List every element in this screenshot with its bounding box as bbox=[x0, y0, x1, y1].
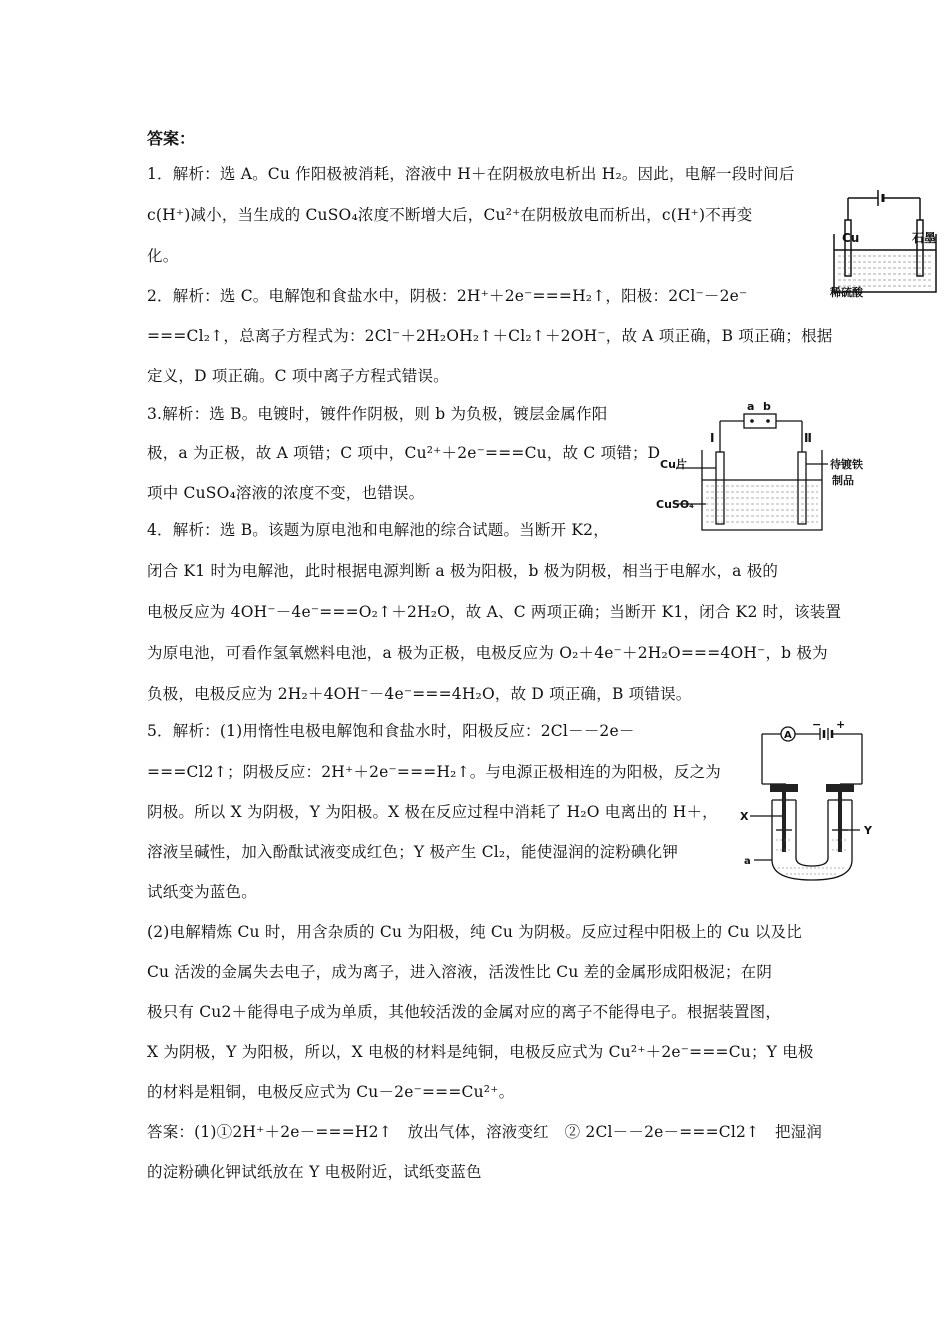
text-line: 的材料是粗铜，电极反应式为 Cu－2e⁻===Cu²⁺。 bbox=[147, 1083, 515, 1101]
text-line: 的淀粉碘化钾试纸放在 Y 电极附近，试纸变蓝色 bbox=[147, 1163, 482, 1181]
text-line: 电极反应为 4OH⁻－4e⁻===O₂↑＋2H₂O，故 A、C 两项正确；当断开 K1，闭合 K2 时，该装置 bbox=[147, 603, 842, 621]
terminal-a-label: a bbox=[747, 400, 755, 413]
electrolysis-diagram-1 bbox=[822, 176, 946, 304]
plated-part-label-1: 待镀铁 bbox=[830, 458, 863, 471]
text-line: 3.解析：选 B。电镀时，镀件作阴极，则 b 为负极，镀层金属作阳 bbox=[147, 405, 608, 423]
text-line: 项中 CuSO₄溶液的浓度不变，也错误。 bbox=[147, 484, 425, 502]
minus-label: − bbox=[812, 720, 822, 731]
text-line: ===Cl₂↑，总离子方程式为：2Cl⁻＋2H₂OH₂↑＋Cl₂↑＋2OH⁻，故 A 项正确，B 项正确；根据 bbox=[147, 327, 833, 345]
solution-a-label: a bbox=[744, 856, 751, 867]
text-line: 试纸变为蓝色。 bbox=[147, 883, 257, 901]
electrode-II-label: Ⅱ bbox=[804, 431, 812, 445]
electroplating-diagram bbox=[656, 398, 886, 536]
text-line: 为原电池，可看作氢氧燃料电池，a 极为正极，电极反应为 O₂＋4e⁻＋2H₂O===4OH⁻，b 极为 bbox=[147, 644, 828, 662]
electrode-x-label: X bbox=[740, 810, 749, 823]
text-line: 闭合 K1 时为电解池，此时根据电源判断 a 极为阳极，b 极为阴极，相当于电解水，a 极的 bbox=[147, 562, 779, 580]
plated-part-label-2: 制品 bbox=[832, 474, 854, 487]
text-line: 答案：(1)①2H⁺＋2e－===H2↑ 放出气体，溶液变红 ② 2Cl－－2e－===Cl2↑ 把湿润 bbox=[147, 1123, 823, 1141]
cu-label: Cu bbox=[842, 231, 860, 245]
terminal-b-label: b bbox=[763, 400, 771, 413]
text-line: c(H⁺)减小，当生成的 CuSO₄浓度不断增大后，Cu²⁺在阴极放电而析出，c(H⁺)不再变 bbox=[147, 206, 753, 224]
u-tube-diagram bbox=[740, 720, 880, 890]
text-line: Cu 活泼的金属失去电子，成为离子，进入溶液，活泼性比 Cu 差的金属形成阳极泥；在阴 bbox=[147, 963, 773, 981]
text-line: 2．解析：选 C。电解饱和食盐水中，阴极：2H⁺＋2e⁻===H₂↑，阳极：2Cl⁻－2e⁻ bbox=[147, 287, 748, 305]
text-line: 溶液呈碱性，加入酚酞试液变成红色；Y 极产生 Cl₂，能使湿润的淀粉碘化钾 bbox=[147, 843, 679, 861]
text-line: 5．解析：(1)用惰性电极电解饱和食盐水时，阳极反应：2Cl－－2e－ bbox=[147, 722, 635, 740]
cu-sheet-label: Cu片 bbox=[660, 458, 687, 471]
text-line: 定义，D 项正确。C 项中离子方程式错误。 bbox=[147, 367, 449, 385]
text-line: X 为阴极，Y 为阳极，所以，X 电极的材料是纯铜，电极反应式为 Cu²⁺＋2e⁻===Cu；Y 电极 bbox=[147, 1043, 814, 1061]
plus-label: + bbox=[836, 720, 846, 731]
electrode-I-label: Ⅰ bbox=[710, 431, 715, 445]
text-line: 化。 bbox=[147, 247, 179, 265]
text-line: 4．解析：选 B。该题为原电池和电解池的综合试题。当断开 K2， bbox=[147, 521, 609, 539]
acid-label: 稀硫酸 bbox=[830, 286, 863, 299]
text-line: 阴极。所以 X 为阴极，Y 为阳极。X 极在反应过程中消耗了 H₂O 电离出的 H＋， bbox=[147, 803, 718, 821]
text-line: (2)电解精炼 Cu 时，用含杂质的 Cu 为阳极，纯 Cu 为阴极。反应过程中阳极上的 Cu 以及比 bbox=[147, 923, 802, 941]
text-line: 负极，电极反应为 2H₂＋4OH⁻－4e⁻===4H₂O，故 D 项正确，B 项错误。 bbox=[147, 685, 692, 703]
cuso4-label: CuSO₄ bbox=[656, 498, 694, 511]
answer-heading: 答案： bbox=[147, 129, 196, 148]
text-line: ===Cl2↑；阴极反应：2H⁺＋2e⁻===H₂↑。与电源正极相连的为阳极，反之为 bbox=[147, 763, 721, 781]
text-line: 1．解析：选 A。Cu 作阳极被消耗，溶液中 H＋在阴极放电析出 H₂。因此，电解一段时间后 bbox=[147, 165, 795, 183]
ammeter-label: A bbox=[784, 730, 792, 741]
text-line: 极只有 Cu2＋能得电子成为单质，其他较活泼的金属对应的离子不能得电子。根据装置图， bbox=[147, 1003, 782, 1021]
electrode-y-label: Y bbox=[864, 824, 872, 837]
text-line: 极，a 为正极，故 A 项错；C 项中，Cu²⁺＋2e⁻===Cu，故 C 项错；D bbox=[147, 444, 661, 462]
graphite-label: 石墨 bbox=[912, 231, 937, 245]
